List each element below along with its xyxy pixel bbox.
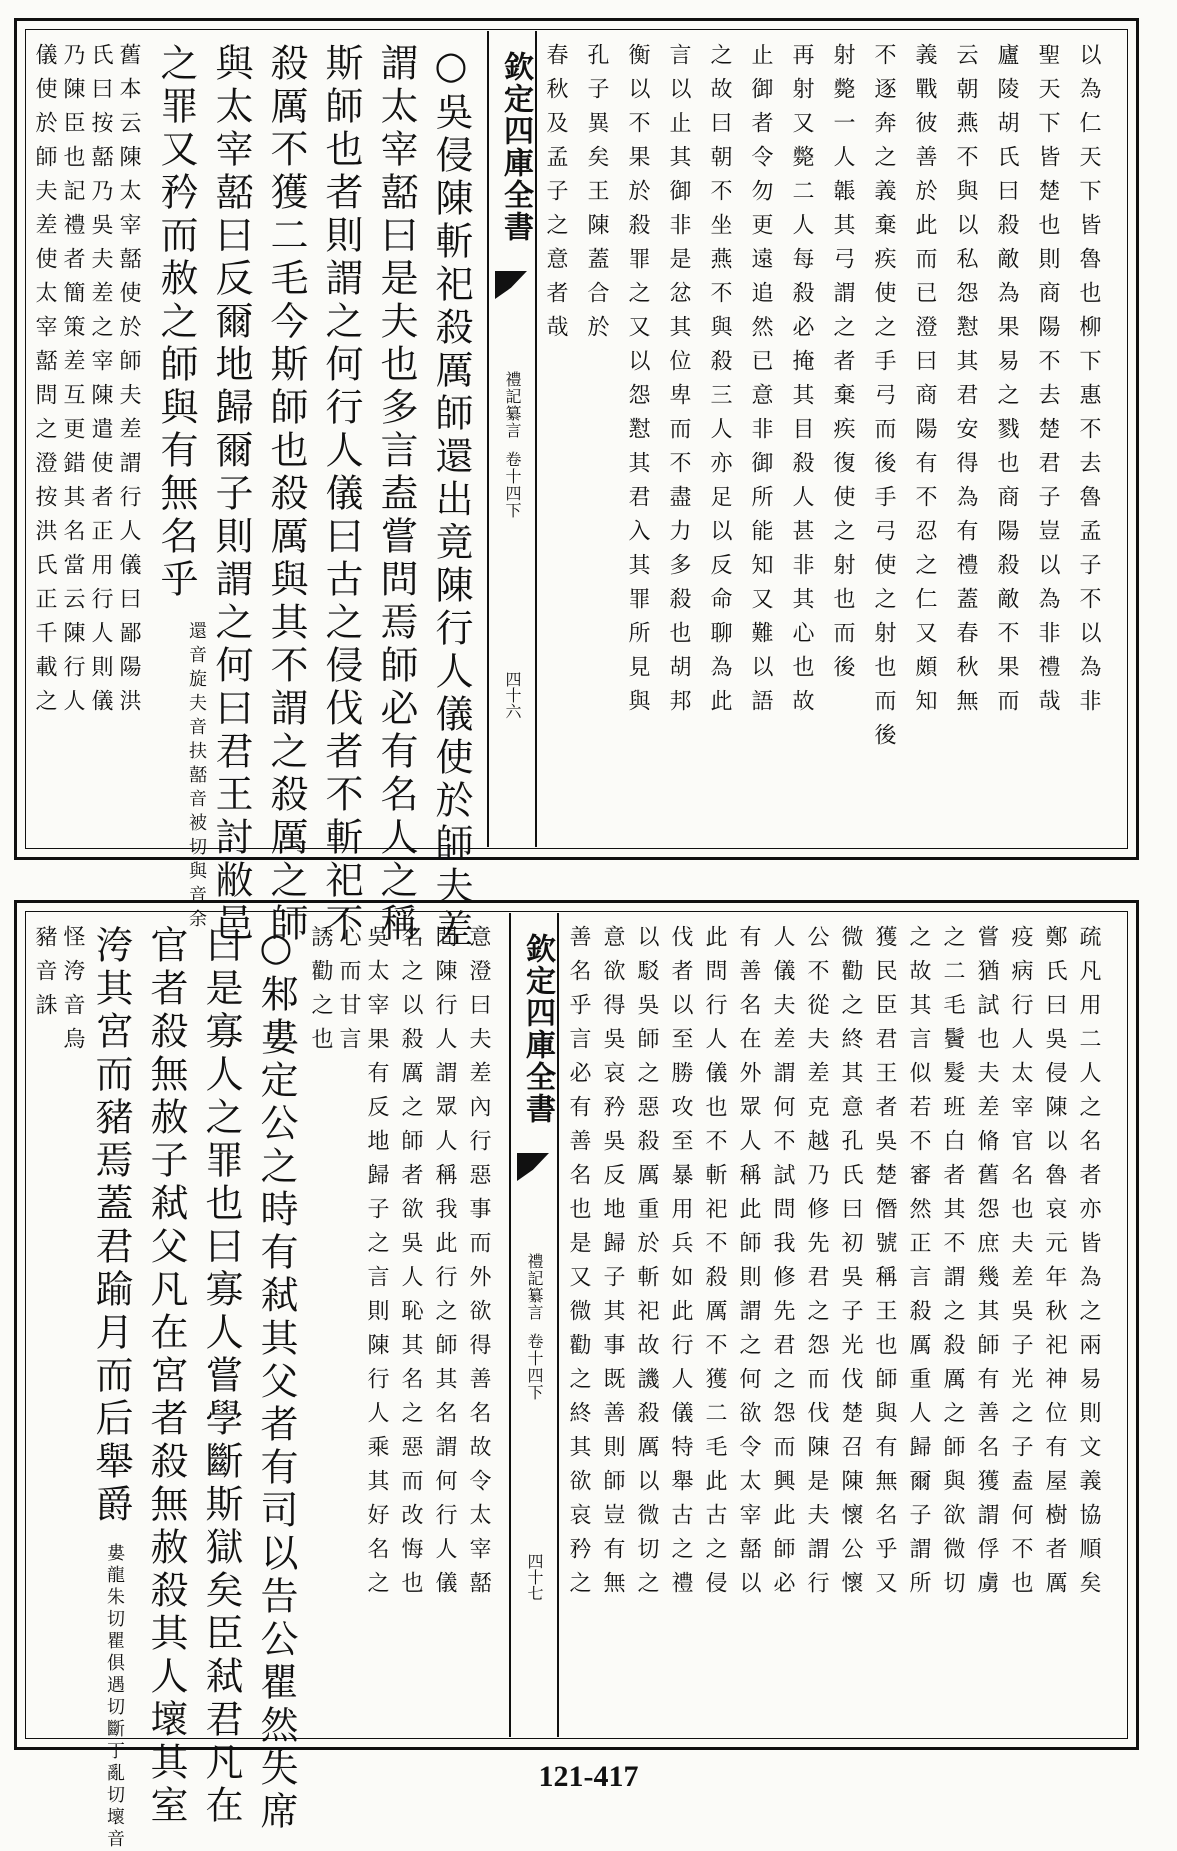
text-column: 之故曰朝不坐燕不與殺三人亦足以反命聊為此 xyxy=(707,43,732,723)
text-column: 人儀夫差謂何不試問我修先君之怨而興此師必 xyxy=(770,925,795,1605)
text-column: ○邾婁定公之時有弒其父者有司以告公瞿然失席 xyxy=(254,925,298,1834)
fishtail-mark xyxy=(495,271,527,299)
text-column: 吳太宰果有反地歸子之言則陳行人乘其好名之 xyxy=(364,925,389,1605)
centre-fold xyxy=(487,31,537,847)
text-column: 乃陳臣也記禮者簡策差互更錯其名當云陳行人 xyxy=(60,43,85,723)
phonetic-note: 婁龍朱切瞿俱遇切斷丁亂切壞音 xyxy=(104,1543,125,1851)
text-column: 言以止其御非是忿其位卑而不盡力多殺也胡邦 xyxy=(666,43,691,723)
text-column: 以為仁天下皆魯也柳下惠不去魯孟子不以為非 xyxy=(1076,43,1101,723)
page-number: 四十七 xyxy=(525,1553,544,1601)
text-column: 與太宰嚭曰反爾地歸爾子則謂之何曰君王討敝邑 xyxy=(209,43,253,946)
text-column: 誘勸之也 xyxy=(308,925,333,1061)
text-column: 獲民臣君王者吳楚僭號稱王也師與有無名乎又 xyxy=(872,925,897,1605)
text-column: 止御者令勿更遠追然已意非御所能知又難以語 xyxy=(748,43,773,723)
text-column: 洿其宮而豬焉蓋君踰月而后舉爵 xyxy=(89,925,133,1527)
text-column: 孔子異矣王陳蓋合於 xyxy=(584,43,609,349)
text-column: 公不從夫差克越乃修先君之怨而伐陳是夫謂行 xyxy=(804,925,829,1605)
text-column: 鄭氏曰吳侵陳以魯哀元年秋祀神位有屋樹者厲 xyxy=(1042,925,1067,1605)
text-column: 儀使於師夫差使太宰嚭問之澄按洪氏正千載之 xyxy=(32,43,57,723)
page-footer-number: 121-417 xyxy=(538,1760,639,1793)
text-column: ○吳侵陳斬祀殺厲師還出竟陳行人儀使於師夫差 xyxy=(429,43,473,952)
library-title: 欽定四庫全書 xyxy=(520,933,555,1125)
fishtail-mark xyxy=(517,1153,549,1181)
text-column: 之罪又矜而赦之師與有無名乎 xyxy=(154,43,198,602)
text-column: 曰是寡人之罪也曰寡人嘗學斷斯獄矣臣弒君凡在 xyxy=(199,925,243,1828)
text-column: 不逐奔之義棄疾使之手弓而後手弓使之射也而後 xyxy=(871,43,896,757)
text-column: 意欲得吳哀矜吳反地歸子其事既善則師豈有無 xyxy=(600,925,625,1605)
book-title: 禮記纂言 xyxy=(503,371,522,439)
text-column: 問陳行人謂眾人稱我此行之師其名謂何行人儀 xyxy=(432,925,457,1605)
upper-leaf xyxy=(14,18,1139,952)
text-column: 舊本云陳太宰嚭使於師夫差謂行人儀曰鄙陽洪 xyxy=(116,43,141,723)
text-column: 疏凡用二人之名者亦皆為之兩易則文義協順矣 xyxy=(1076,925,1101,1605)
text-column: 之故其言似若不審然正言殺厲重人歸爾子謂所 xyxy=(906,925,931,1605)
text-column: 疫病行人太宰官名也夫差吳子光之子盍何不也 xyxy=(1008,925,1033,1605)
text-column: 斯師也者則謂之何行人儀曰古之侵伐者不斬祀不 xyxy=(319,43,363,946)
text-column: 官者殺無赦子弒父凡在宮者殺無赦殺其人壞其室 xyxy=(144,925,188,1828)
text-column: 嘗猶試也夫差脩舊怨庶幾其師有善名獲謂俘虜 xyxy=(974,925,999,1605)
text-column: 氏曰按嚭乃吳夫差之宰陳遣使者正用行人則儀 xyxy=(88,43,113,723)
text-column: 豬音誅 xyxy=(32,925,57,1027)
text-column: 怪洿音烏 xyxy=(60,925,85,1061)
juan-number: 卷十四下 xyxy=(525,1333,544,1401)
text-column: 云朝燕不與以私怨懟其君安得為有禮蓋春秋無 xyxy=(953,43,978,723)
page-number: 四十六 xyxy=(503,671,522,719)
library-title: 欽定四庫全書 xyxy=(498,51,533,243)
text-column: 謂太宰嚭曰是夫也多言盍嘗問焉師必有名人之稱 xyxy=(374,43,418,946)
text-column: 名之以殺厲之師者欲吳人恥其名之惡而改悔也 xyxy=(398,925,423,1605)
book-title: 禮記纂言 xyxy=(525,1253,544,1321)
text-column: 衡以不果於殺罪之又以怨懟其君入其罪所見與 xyxy=(625,43,650,723)
text-column: 射斃一人韔其弓謂之者棄疾復使之射也而後 xyxy=(830,43,855,689)
text-column: 有善名在外眾人稱此師則謂之何欲令太宰嚭以 xyxy=(736,925,761,1605)
phonetic-note: 還音旋夫音扶嚭音被切與音余 xyxy=(186,621,207,933)
text-column: 伐者以至勝攻至暴用兵如此行人儀特舉古之禮 xyxy=(668,925,693,1605)
text-column: 聖天下皆楚也則商陽不去楚君子豈以為非禮哉 xyxy=(1035,43,1060,723)
text-column: 善名乎言必有善名也是又微勸之終其欲哀矜之 xyxy=(566,925,591,1605)
text-column: 義戰彼善於此而已澄曰商陽有不忍之仁又頗知 xyxy=(912,43,937,723)
text-column: 意澄曰夫差內行惡事而外欲得善名故令太宰嚭 xyxy=(466,925,491,1605)
centre-fold xyxy=(509,913,559,1737)
text-column: 春秋及孟子之意者哉 xyxy=(543,43,568,349)
text-column: 廬陵胡氏曰殺敵為果易之戮也商陽殺敵不果而 xyxy=(994,43,1019,723)
text-column: 微勸之終其意孔氏曰初吳子光伐楚召陳懷公懷 xyxy=(838,925,863,1605)
text-column: 再射又斃二人每殺必掩其目殺人甚非其心也故 xyxy=(789,43,814,723)
text-column: 心而甘言 xyxy=(336,925,361,1061)
text-column: 此問行人儀也不斬祀不殺厲不獲二毛此古之侵 xyxy=(702,925,727,1605)
text-column: 之二毛鬢髮班白者其不謂之殺厲之師與欲微切 xyxy=(940,925,965,1605)
text-column: 殺厲不獲二毛今斯師也殺厲與其不謂之殺厲之師 xyxy=(264,43,308,946)
juan-number: 卷十四下 xyxy=(503,451,522,519)
text-column: 以駁吳師之惡殺厲重於斬祀故譏殺厲以微切之 xyxy=(634,925,659,1605)
